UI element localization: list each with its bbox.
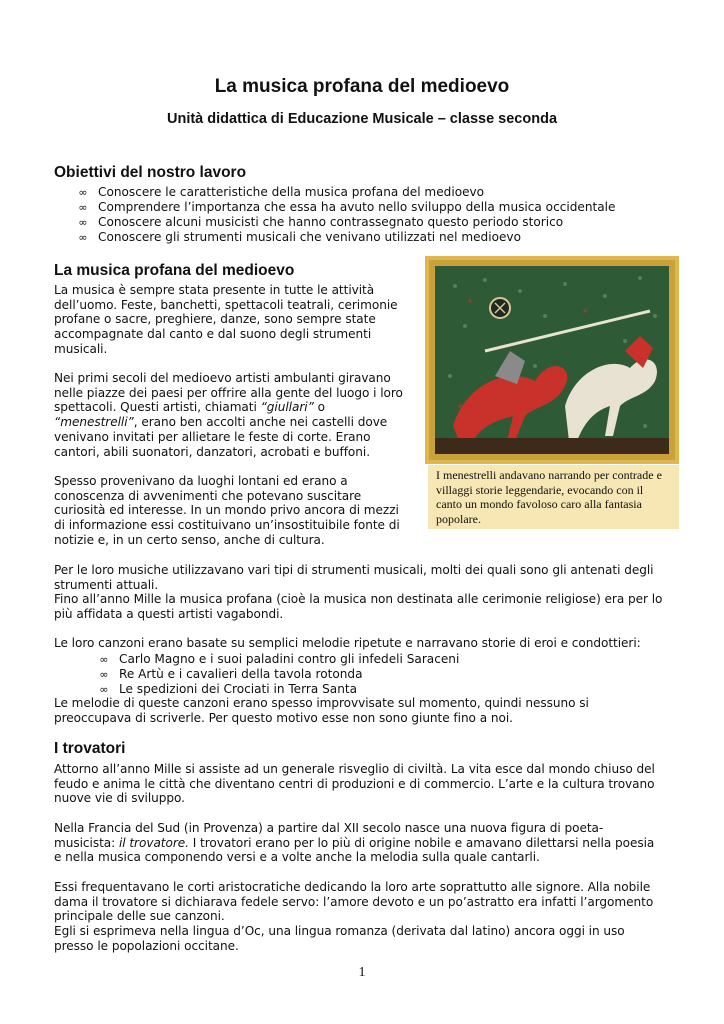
infinity-bullet-icon: ∞ bbox=[78, 216, 88, 229]
paragraph-giullari: Nei primi secoli del medioevo artisti ambulanti giravano nelle piazze dei paesi per offrire alla gente del luogo i loro spettacoli. Questi artisti, chiamati “giullari” o “menestrelli”, erano ben accolti anche nei castelli dove venivano invitati per allietare le feste di corte. Erano cantori, abili suonatori, danzatori, acrobati e buffoni. bbox=[54, 371, 403, 459]
list-item: ∞ Le spedizioni dei Crociati in Terra Santa bbox=[97, 682, 657, 697]
list-item: ∞ Conoscere gli strumenti musicali che venivano utilizzati nel medioevo bbox=[76, 230, 696, 245]
paragraph-melodie: Le melodie di queste canzoni erano spesso improvvisate sul momento, quindi nessuno si preoccupava di scriverle. Per questo motivo esse non sono giunte fino a noi. bbox=[54, 696, 589, 725]
document-title: La musica profana del medioevo bbox=[214, 76, 510, 97]
paragraph-intro: La musica è sempre stata presente in tutte le attività dell’uomo. Feste, banchetti, spettacoli teatrali, cerimonie profane o sacre, preghiere, danze, sono sempre state accompagnate dal canto e dal suono degli strumenti musicali. bbox=[54, 283, 398, 356]
list-item: ∞ Comprendere l’importanza che essa ha avuto nello sviluppo della musica occidentale bbox=[76, 200, 696, 215]
infinity-bullet-icon: ∞ bbox=[99, 653, 109, 666]
paragraph-provenza: Nella Francia del Sud (in Provenza) a partire dal XII secolo nasce una nuova figura di poeta- musicista: il trovatore. I trovatori erano per lo più di origine nobile e amavano dilettarsi nella poesia e nella musica componendo versi e a volte anche la melodia sulla quale cantarli. bbox=[54, 821, 655, 865]
infinity-bullet-icon: ∞ bbox=[78, 201, 88, 214]
image-caption: I menestrelli andavano narrando per contrade e villaggi storie leggendarie, evocando con il canto un mondo favoloso caro alla fantasia popolare. bbox=[428, 465, 679, 529]
term-trovatore: il trovatore. bbox=[118, 835, 189, 850]
medieval-miniature-image bbox=[425, 256, 679, 464]
section-heading-trovatori: I trovatori bbox=[54, 740, 126, 757]
document-subtitle: Unità didattica di Educazione Musicale – classe seconda bbox=[166, 111, 558, 127]
paragraph-canzoni: Le loro canzoni erano basate su semplici melodie ripetute e narravano storie di eroi e condottieri: bbox=[54, 636, 641, 650]
infinity-bullet-icon: ∞ bbox=[99, 668, 109, 681]
list-item: ∞ Carlo Magno e i suoi paladini contro gli infedeli Saraceni bbox=[97, 652, 657, 667]
knights-jousting-illustration bbox=[425, 256, 679, 464]
list-item: ∞ Conoscere le caratteristiche della musica profana del medioevo bbox=[76, 185, 696, 200]
term-menestrelli: “menestrelli” bbox=[54, 415, 134, 430]
infinity-bullet-icon: ∞ bbox=[99, 683, 109, 696]
page-number: 1 bbox=[358, 965, 366, 980]
term-giullari: “giullari” bbox=[260, 400, 314, 415]
list-item: ∞ Conoscere alcuni musicisti che hanno contrassegnato questo periodo storico bbox=[76, 215, 696, 230]
objectives-list bbox=[76, 185, 696, 245]
objectives-heading: Obiettivi del nostro lavoro bbox=[54, 164, 247, 181]
songs-list bbox=[97, 652, 657, 697]
section-heading-musica-profana: La musica profana del medioevo bbox=[54, 262, 295, 279]
paragraph-notizie: Spesso provenivano da luoghi lontani ed erano a conoscenza di avvenimenti che potevano suscitare curiosità ed interesse. In un mondo privo ancora di mezzi di informazione essi costituivano un’insostituibile fonte di notizie e, in un certo senso, anche di cultura. bbox=[54, 474, 400, 547]
paragraph-risveglio: Attorno all’anno Mille si assiste ad un generale risveglio di civiltà. La vita esce dal mondo chiuso del feudo e anima le città che diventano centri di produzioni e di commercio. L’arte e la cultura trovano nuove vie di sviluppo. bbox=[54, 762, 655, 806]
list-item: ∞ Re Artù e i cavalieri della tavola rotonda bbox=[97, 667, 657, 682]
paragraph-corti: Essi frequentavano le corti aristocratiche dedicando la loro arte soprattutto alle signore. Alla nobile dama il trovatore si dichiarava fedele servo: l’amore devoto e un po’astratto era infatti l’argomento principale delle sue canzoni. Egli si esprimeva nella lingua d’Oc, una lingua romanza (derivata dal latino) ancora oggi in uso presso le popolazioni occitane. bbox=[54, 880, 654, 953]
paragraph-strumenti: Per le loro musiche utilizzavano vari tipi di strumenti musicali, molti dei quali sono gli antenati degli strumenti attuali. Fino all’anno Mille la musica profana (cioè la musica non destinata alle cerimonie religiose) era per lo più affidata a questi artisti vagabondi. bbox=[54, 563, 663, 622]
infinity-bullet-icon: ∞ bbox=[78, 186, 88, 199]
infinity-bullet-icon: ∞ bbox=[78, 231, 88, 244]
